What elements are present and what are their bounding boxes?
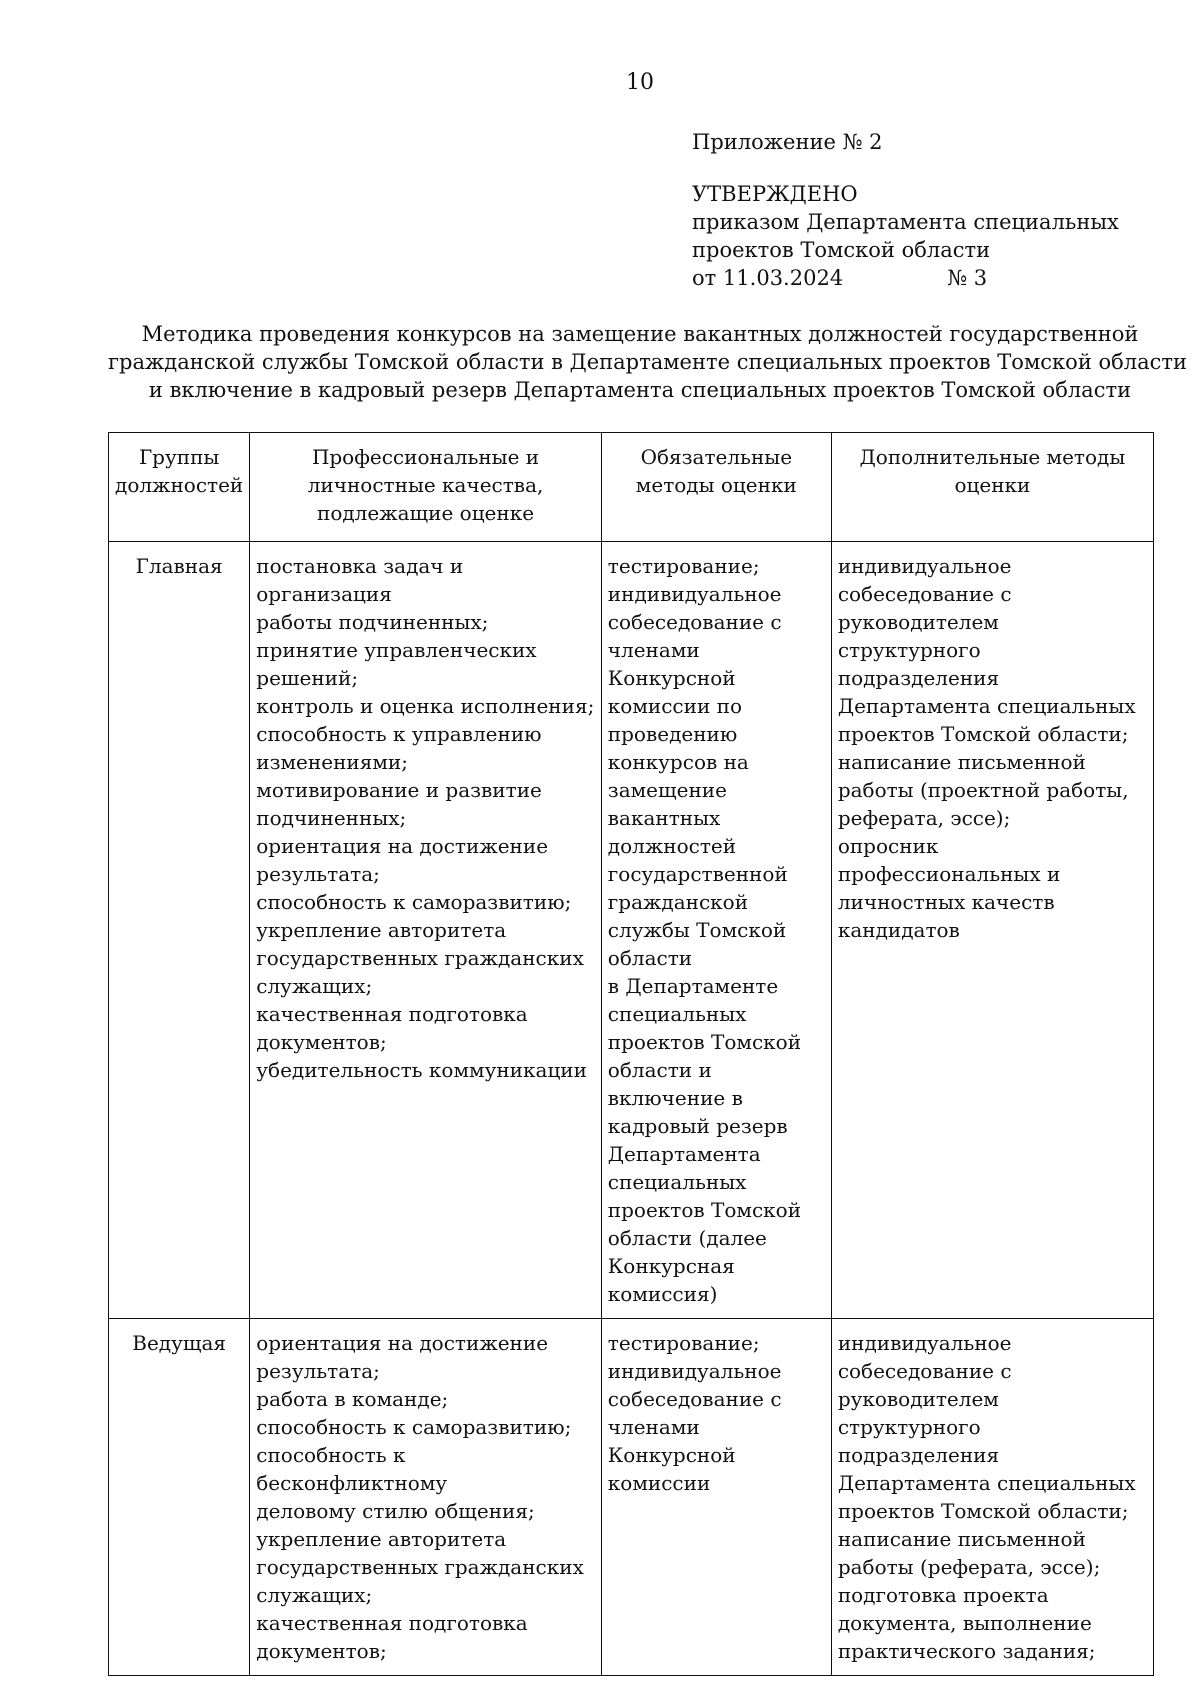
order-line-1: приказом Департамента специальных [692,210,1119,234]
cell-line: индивидуальное [837,1331,1012,1355]
cell-line: службы Томской [607,918,787,942]
cell-line: специальных [607,1002,747,1026]
cell-line: Профессиональные и [311,445,540,469]
additional-cell [831,1319,1153,1676]
cell-line: написание письменной [837,750,1086,774]
cell-line: укрепление авторитета [256,918,507,942]
order-number: № 3 [947,266,988,290]
cell-line: государственных гражданских [256,1555,584,1579]
cell-line: личностные качества, [307,473,544,497]
cell-line: личностных качеств [837,890,1055,914]
cell-line: работы (реферата, эссе); [837,1555,1101,1579]
cell-line: опросник [837,834,939,858]
cell-line: результата; [256,862,380,886]
mandatory-cell [601,542,831,1319]
cell-line: написание письменной [837,1527,1086,1551]
cell-line: вакантных [607,806,721,830]
cell-line: членами [607,638,700,662]
cell-line: Конкурсной [607,666,736,690]
cell-line: комиссии [607,1471,711,1495]
cell-line: подлежащие оценке [316,501,535,525]
cell-line: комиссия) [607,1282,718,1306]
cell-line: проектов Томской [607,1030,802,1054]
qualities-cell [250,1319,602,1676]
cell-line: контроль и оценка исполнения; [256,694,595,718]
group-cell: Ведущая [109,1319,250,1676]
cell-line: работы подчиненных; [256,610,489,634]
cell-line: проектов Томской [607,1198,802,1222]
cell-line: тестирование; [607,554,760,578]
group-cell: Главная [109,542,250,1319]
cell-line: области [607,946,693,970]
cell-line: подчиненных; [256,806,407,830]
cell-line: служащих; [256,974,373,998]
cell-line: специальных [607,1170,747,1194]
cell-line: изменениями; [256,750,408,774]
cell-line: работы (проектной работы, [837,778,1129,802]
cell-line: замещение [607,778,727,802]
cell-line: собеседование с [837,582,1012,606]
cell-line: документов; [256,1030,387,1054]
cell-line: качественная подготовка [256,1002,528,1026]
cell-line: подразделения [837,666,1000,690]
cell-line: гражданской [607,890,749,914]
cell-line: укрепление авторитета [256,1527,507,1551]
cell-line: методы оценки [635,473,797,497]
cell-line: подготовка проекта [837,1583,1049,1607]
appendix-label: Приложение № 2 [692,130,883,154]
cell-line: проведению [607,722,738,746]
cell-line: должностей [115,473,244,497]
cell-line: работа в команде; [256,1387,449,1411]
cell-line: собеседование с [607,1387,782,1411]
table-row [109,1319,1154,1676]
cell-line: тестирование; [607,1331,760,1355]
cell-line: Конкурсная [607,1254,735,1278]
cell-line: индивидуальное [607,582,782,606]
cell-line: должностей [607,834,737,858]
cell-line: Группы [138,445,220,469]
cell-line: собеседование с [837,1359,1012,1383]
cell-line: конкурсов на [607,750,749,774]
cell-line: способность к управлению [256,722,542,746]
cell-line: Дополнительные методы [859,445,1126,469]
document-title [108,320,1188,404]
cell-line: принятие управленческих [256,638,537,662]
cell-line: документа, выполнение [837,1611,1092,1635]
additional-cell [831,542,1153,1319]
cell-line: Департамента специальных [837,1471,1136,1495]
order-date-row [692,264,1119,292]
cell-line: решений; [256,666,359,690]
approval-block [692,128,1119,292]
cell-line: практического задания; [837,1639,1096,1663]
page-number: 10 [626,70,654,95]
title-line: гражданской службы Томской области в Департаменте специальных проектов Томской области [108,350,1188,374]
cell-line: в Департаменте [607,974,779,998]
title-line: и включение в кадровый резерв Департамента специальных проектов Томской области [148,378,1132,402]
methods-table [108,432,1154,1676]
cell-line: собеседование с [607,610,782,634]
cell-line: качественная подготовка [256,1611,528,1635]
cell-line: документов; [256,1639,387,1663]
cell-line: проектов Томской области; [837,1499,1129,1523]
cell-line: кадровый резерв [607,1114,788,1138]
cell-line: индивидуальное [607,1359,782,1383]
cell-line: государственных гражданских [256,946,584,970]
cell-line: руководителем структурного [837,1387,999,1439]
cell-line: членами [607,1415,700,1439]
cell-line: подразделения [837,1443,1000,1467]
cell-line: оценки [954,473,1031,497]
table-row [109,542,1154,1319]
cell-line: кандидатов [837,918,960,942]
cell-line: Департамента [607,1142,761,1166]
qualities-cell [250,542,602,1319]
cell-line: области (далее [607,1226,767,1250]
header-mandatory [601,433,831,542]
cell-line: государственной [607,862,788,886]
cell-line: способность к бесконфликтному [256,1443,448,1495]
order-line-2: проектов Томской области [692,238,991,262]
cell-line: руководителем структурного [837,610,999,662]
table-header-row [109,433,1154,542]
cell-line: деловому стилю общения; [256,1499,535,1523]
cell-line: Конкурсной [607,1443,736,1467]
cell-line: способность к саморазвитию; [256,890,572,914]
cell-line: профессиональных и [837,862,1061,886]
cell-line: ориентация на достижение [256,834,549,858]
approved-stamp: УТВЕРЖДЕНО [692,182,858,206]
cell-line: комиссии по [607,694,743,718]
cell-line: включение в [607,1086,743,1110]
cell-line: реферата, эссе); [837,806,1011,830]
cell-line: убедительность коммуникации [256,1058,587,1082]
header-groups [109,433,250,542]
cell-line: служащих; [256,1583,373,1607]
cell-line: проектов Томской области; [837,722,1129,746]
cell-line: способность к саморазвитию; [256,1415,572,1439]
mandatory-cell [601,1319,831,1676]
cell-line: Департамента специальных [837,694,1136,718]
cell-line: мотивирование и развитие [256,778,542,802]
cell-line: постановка задач и организация [256,554,464,606]
order-date: от 11.03.2024 [692,266,844,290]
header-additional [831,433,1153,542]
cell-line: Обязательные [640,445,793,469]
cell-line: ориентация на достижение [256,1331,549,1355]
header-qualities [250,433,602,542]
cell-line: результата; [256,1359,380,1383]
cell-line: индивидуальное [837,554,1012,578]
cell-line: области и [607,1058,712,1082]
title-line: Методика проведения конкурсов на замещение вакантных должностей государственной [141,322,1139,346]
